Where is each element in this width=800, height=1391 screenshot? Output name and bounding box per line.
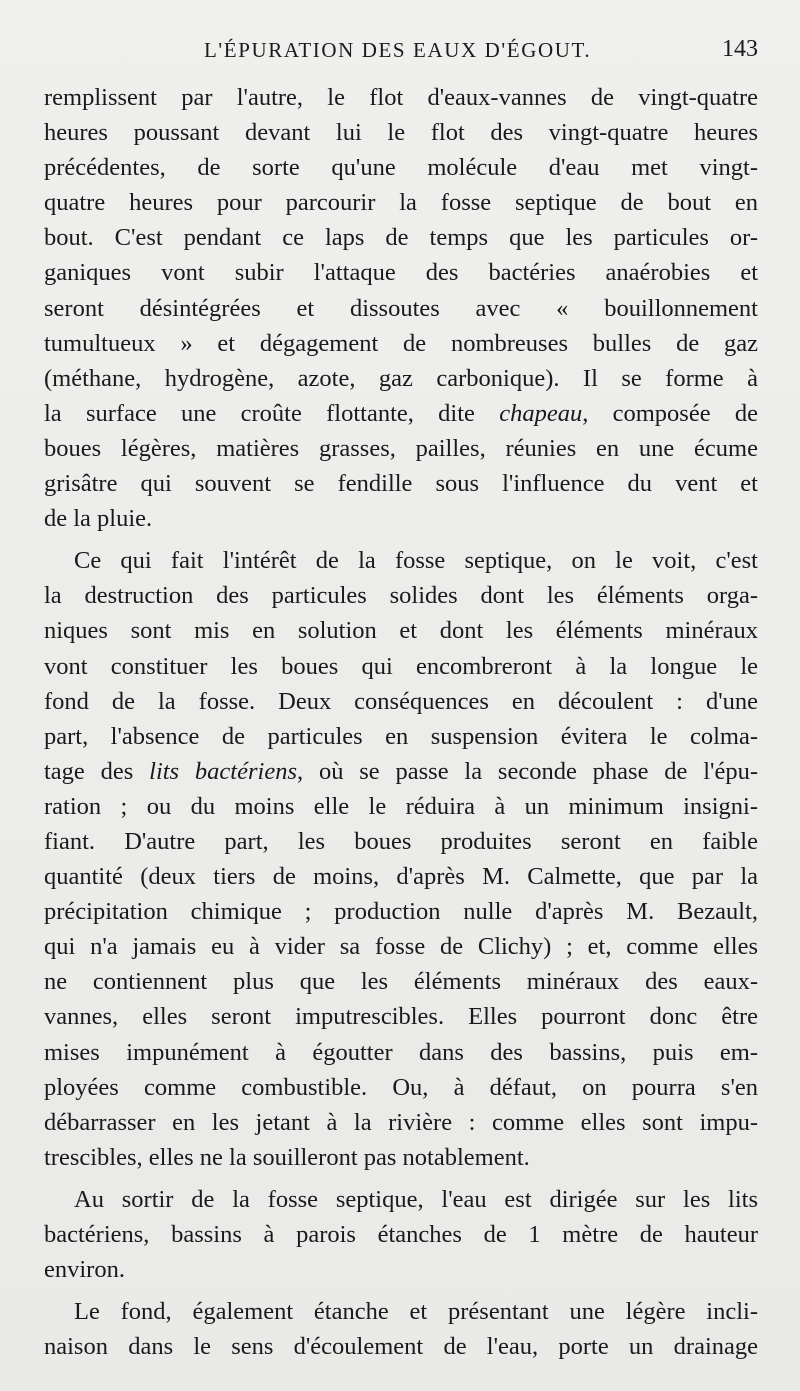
text-line: part, l'absence de particules en suspension évitera le colma- — [44, 722, 758, 750]
text-line: niques sont mis en solution et dont les éléments minéraux — [44, 617, 758, 645]
running-title: L'ÉPURATION DES EAUX D'ÉGOUT. — [204, 38, 592, 62]
text-segment: tage des — [44, 757, 134, 785]
page-header — [44, 38, 758, 72]
text-line: heures poussant devant lui le flot des vingt-quatre heures — [44, 119, 758, 147]
text-line: seront désintégrées et dissoutes avec « bouillonnement — [44, 294, 758, 322]
text-line: quatre heures pour parcourir la fosse septique de bout en — [44, 189, 758, 217]
text-line: de la pluie. — [44, 505, 153, 533]
body-text — [44, 80, 758, 1364]
text-line: naison dans le sens d'écoulement de l'eau, porte un drainage — [44, 1333, 758, 1361]
text-line: qui n'a jamais eu à vider sa fosse de Clichy) ; et, comme elles — [44, 933, 758, 961]
text-line: environ. — [44, 1256, 125, 1284]
text-line: précédentes, de sorte qu'une molécule d'eau met vingt- — [44, 154, 758, 182]
text-segment: la surface une croûte flottante, dite — [44, 399, 475, 427]
text-line: débarrasser en les jetant à la rivière : comme elles sont impu- — [44, 1108, 758, 1136]
paragraph-4 — [44, 1294, 758, 1364]
page-number: 143 — [722, 36, 758, 62]
text-line: Au sortir de la fosse septique, l'eau est dirigée sur les lits — [74, 1185, 758, 1213]
text-line: vont constituer les boues qui encombreront à la longue le — [44, 652, 758, 680]
paragraph-1 — [44, 80, 758, 536]
text-line: quantité (deux tiers de moins, d'après M. Calmette, que par la — [44, 863, 758, 891]
text-line: mises impunément à égoutter dans des bassins, puis em- — [44, 1038, 758, 1066]
text-line: ployées comme combustible. Ou, à défaut, on pourra s'en — [44, 1073, 758, 1101]
text-line: grisâtre qui souvent se fendille sous l'influence du vent et — [44, 470, 758, 498]
text-line: bout. C'est pendant ce laps de temps que les particules or- — [44, 224, 758, 252]
text-line: (méthane, hydrogène, azote, gaz carbonique). Il se forme à — [44, 364, 758, 392]
italic-term-lits-bacteriens: lits bactériens — [149, 757, 297, 785]
italic-term-chapeau: chapeau — [499, 399, 583, 427]
text-line: tumultueux » et dégagement de nombreuses bulles de gaz — [44, 329, 758, 357]
text-line — [44, 396, 758, 431]
text-line: la destruction des particules solides dont les éléments orga- — [44, 582, 758, 610]
text-line: trescibles, elles ne la souilleront pas notablement. — [44, 1143, 530, 1171]
text-line: ganiques vont subir l'attaque des bactéries anaérobies et — [44, 259, 758, 287]
text-segment: , composée de — [582, 399, 759, 427]
text-line: ne contiennent plus que les éléments minéraux des eaux- — [44, 968, 758, 996]
text-line: bactériens, bassins à parois étanches de 1 mètre de hauteur — [44, 1221, 758, 1248]
text-line: ration ; ou du moins elle le réduira à un minimum insigni- — [44, 792, 758, 820]
text-line: boues légères, matières grasses, pailles, réunies en une écume — [44, 434, 758, 462]
paragraph-2 — [44, 543, 758, 1175]
text-line: Le fond, également étanche et présentant une légère incli- — [74, 1298, 758, 1326]
text-line — [44, 754, 758, 789]
text-line: remplissent par l'autre, le flot d'eaux-vannes de vingt-quatre — [44, 84, 758, 111]
text-line: Ce qui fait l'intérêt de la fosse septique, on le voit, c'est — [74, 547, 758, 575]
text-segment: , où se passe la seconde phase de l'épu- — [296, 757, 758, 785]
text-line: précipitation chimique ; production nulle d'après M. Bezault, — [44, 898, 758, 926]
text-line: fiant. D'autre part, les boues produites seront en faible — [44, 827, 758, 855]
text-line: fond de la fosse. Deux conséquences en découlent : d'une — [44, 687, 758, 715]
paragraph-3 — [44, 1182, 758, 1287]
text-line: vannes, elles seront imputrescibles. Elles pourront donc être — [44, 1003, 758, 1031]
